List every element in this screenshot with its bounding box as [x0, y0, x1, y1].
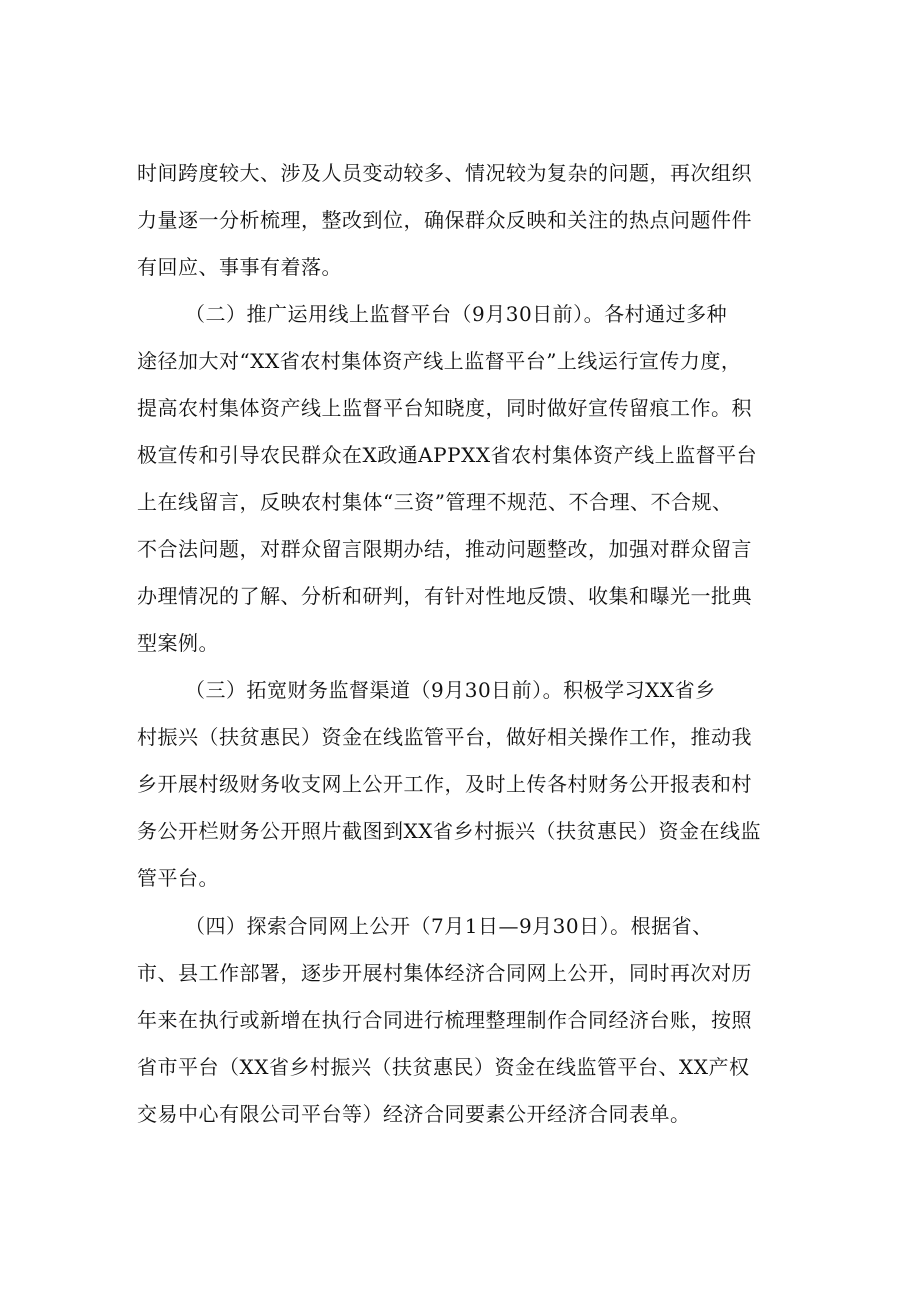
text-line: 乡开展村级财务收支网上公开工作，及时上传各村财务公开报表和村	[137, 772, 752, 796]
text-line: 省市平台（XX省乡村振兴（扶贫惠民）资金在线监管平台、XX产权	[137, 1055, 750, 1079]
text-line: 年来在执行或新增在执行合同进行梳理整理制作合同经济台账，按照	[137, 1008, 752, 1032]
text-line: 办理情况的了解、分析和研判，有针对性地反馈、收集和曝光一批典	[137, 584, 752, 608]
text-line: 时间跨度较大、涉及人员变动较多、情况较为复杂的问题，再次组织	[137, 161, 752, 185]
text-line: 型案例。	[137, 631, 219, 655]
text-line: 力量逐一分析梳理，整改到位，确保群众反映和关注的热点问题件件	[137, 208, 752, 232]
text-line: 不合法问题，对群众留言限期办结，推动问题整改，加强对群众留言	[137, 537, 752, 561]
text-line: 途径加大对“XX省农村集体资产线上监督平台”上线运行宣传力度，	[137, 349, 742, 373]
text-line: 上在线留言，反映农村集体“三资”管理不规范、不合理、不合规、	[137, 490, 733, 514]
section-4-heading-line: （四）探索合同网上公开（7月1日—9月30日）。根据省、	[185, 914, 713, 938]
text-line: 村振兴（扶贫惠民）资金在线监管平台，做好相关操作工作，推动我	[137, 725, 752, 749]
text-line: 极宣传和引导农民群众在X政通APPXX省农村集体资产线上监督平台	[137, 443, 758, 467]
text-line: 有回应、事事有着落。	[137, 255, 342, 279]
section-2-heading-line: （二）推广运用线上监督平台（9月30日前）。各村通过多种	[185, 302, 728, 326]
text-line: 提高农村集体资产线上监督平台知晓度，同时做好宣传留痕工作。积	[137, 396, 752, 420]
text-line: 交易中心有限公司平台等）经济合同要素公开经济合同表单。	[137, 1102, 691, 1126]
text-line: 管平台。	[137, 866, 219, 890]
section-3-heading-line: （三）拓宽财务监督渠道（9月30日前）。积极学习XX省乡	[185, 678, 716, 702]
text-line: 务公开栏财务公开照片截图到XX省乡村振兴（扶贫惠民）资金在线监	[137, 819, 761, 843]
text-line: 市、县工作部署，逐步开展村集体经济合同网上公开，同时再次对历	[137, 961, 752, 985]
